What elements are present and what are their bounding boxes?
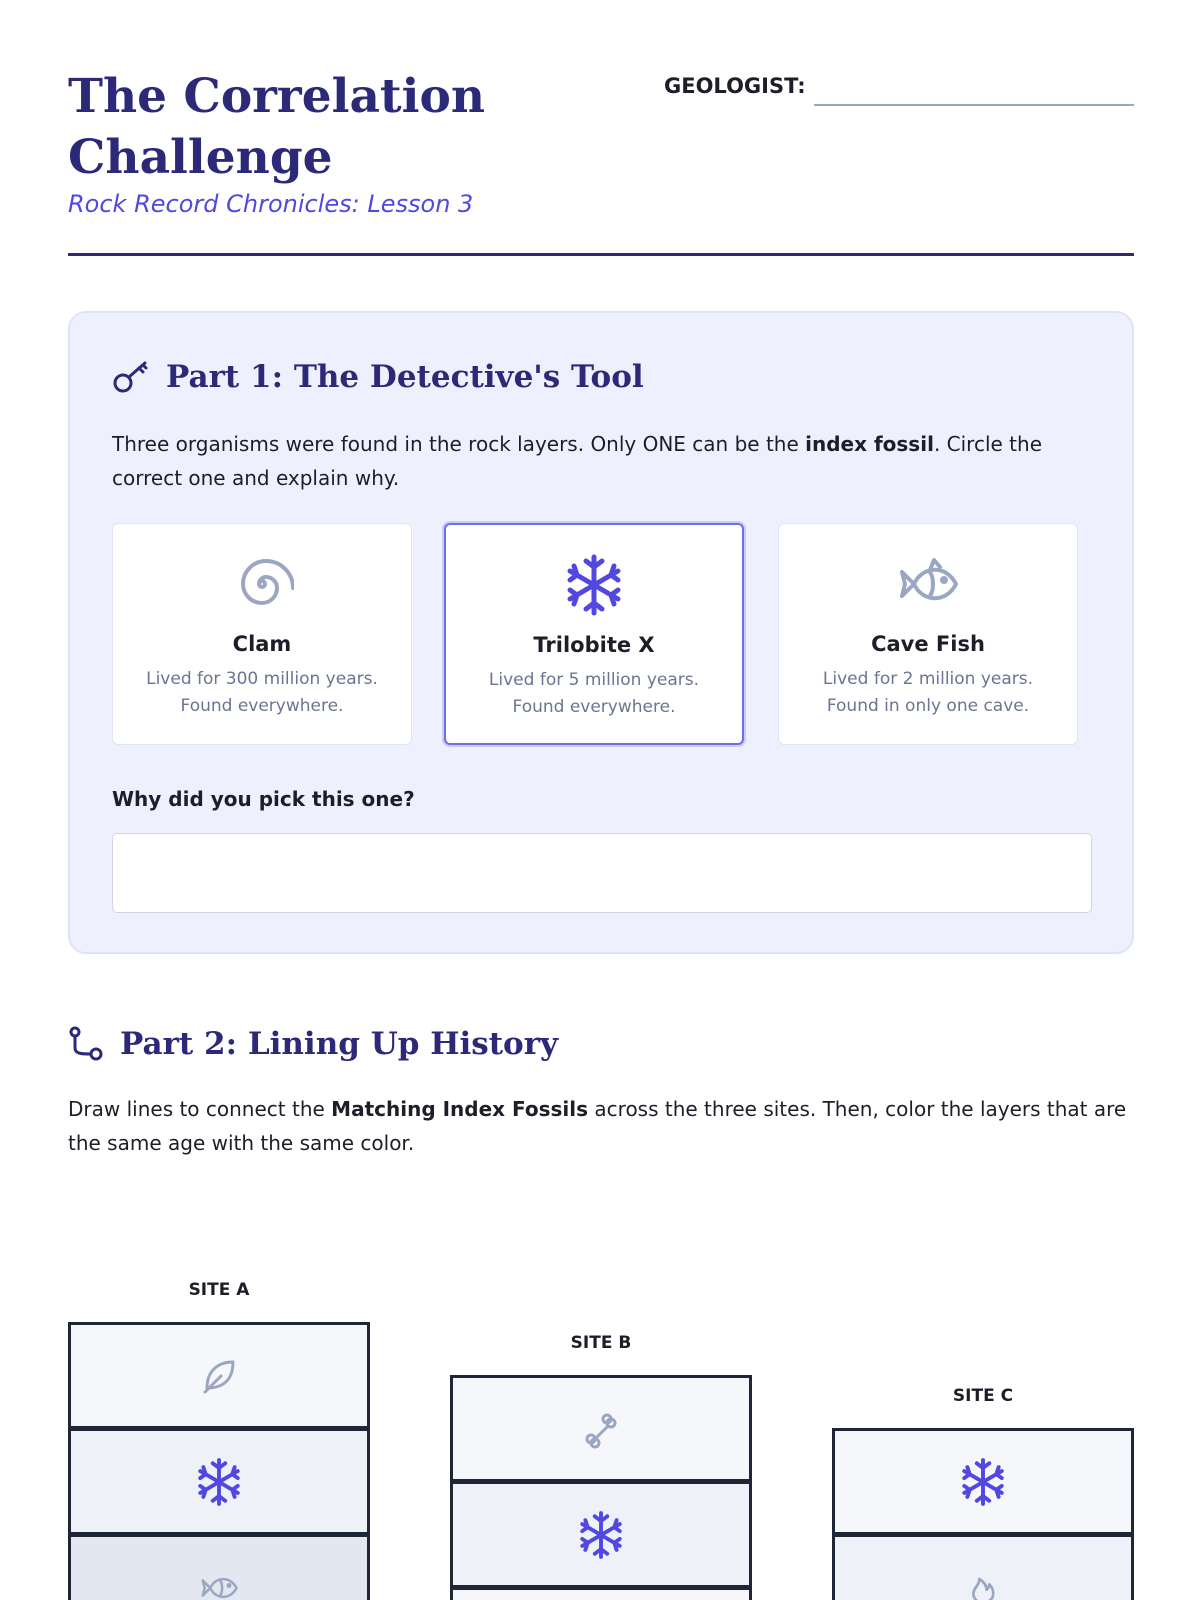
why-answer-input[interactable]	[112, 833, 1092, 913]
worksheet-header	[68, 66, 1134, 256]
part1-instructions: Three organisms were found in the rock layers. Only ONE can be the index fossil. Circle the correct one and explain why.	[112, 432, 1042, 490]
site-label: SITE A	[188, 1280, 250, 1300]
organism-cards	[112, 523, 1094, 745]
organism-card-cave-fish[interactable]	[778, 523, 1078, 745]
rock-layer[interactable]	[835, 1431, 1131, 1537]
part2-heading	[68, 1026, 558, 1062]
rock-layer[interactable]	[71, 1537, 367, 1600]
rock-layer[interactable]	[835, 1537, 1131, 1600]
organism-name: Cave Fish	[871, 632, 985, 656]
flame-icon	[965, 1570, 1001, 1600]
organism-card-trilobite-x[interactable]	[444, 523, 744, 745]
organism-card-clam[interactable]	[112, 523, 412, 745]
rock-layer[interactable]	[453, 1590, 749, 1600]
part1-panel	[68, 311, 1134, 954]
rock-column	[450, 1375, 752, 1600]
why-question-label: Why did you pick this one?	[112, 787, 415, 811]
fish-icon	[199, 1568, 239, 1600]
part2-instructions: Draw lines to connect the Matching Index Fossils across the three sites. Then, color the layers that are the same age with the same color.	[68, 1097, 1127, 1155]
snowflake-icon	[576, 1510, 626, 1560]
page-subtitle: Rock Record Chronicles: Lesson 3	[68, 190, 474, 218]
fish-icon	[896, 552, 960, 616]
organism-description: Lived for 5 million years. Found everywhere.	[488, 670, 700, 717]
geologist-name-line[interactable]	[814, 104, 1134, 106]
snowflake-icon	[194, 1457, 244, 1507]
spiral-shell-icon	[230, 552, 294, 616]
leaf-icon	[199, 1356, 239, 1396]
rock-column	[68, 1322, 370, 1600]
organism-description: Lived for 2 million years. Found in only one cave.	[822, 669, 1034, 716]
snowflake-icon	[958, 1457, 1008, 1507]
snowflake-icon	[562, 553, 626, 617]
organism-description: Lived for 300 million years. Found everywhere.	[146, 669, 378, 716]
part1-heading-text: Part 1: The Detective's Tool	[166, 359, 644, 395]
geologist-label: GEOLOGIST:	[664, 74, 806, 98]
key-icon	[112, 360, 150, 394]
organism-name: Trilobite X	[533, 633, 655, 657]
rock-column	[832, 1428, 1134, 1600]
worksheet-page	[68, 0, 1134, 1600]
rock-layer[interactable]	[453, 1378, 749, 1484]
part2-heading-text: Part 2: Lining Up History	[120, 1026, 559, 1062]
route-icon	[68, 1026, 104, 1062]
rock-layer[interactable]	[453, 1484, 749, 1590]
rock-layer[interactable]	[71, 1325, 367, 1431]
site-label: SITE B	[570, 1333, 632, 1353]
organism-name: Clam	[232, 632, 292, 656]
site-label: SITE C	[952, 1386, 1014, 1406]
rock-layer[interactable]	[71, 1431, 367, 1537]
part1-heading	[112, 359, 644, 395]
bone-icon	[581, 1409, 621, 1449]
page-title: The Correlation Challenge	[68, 69, 485, 185]
